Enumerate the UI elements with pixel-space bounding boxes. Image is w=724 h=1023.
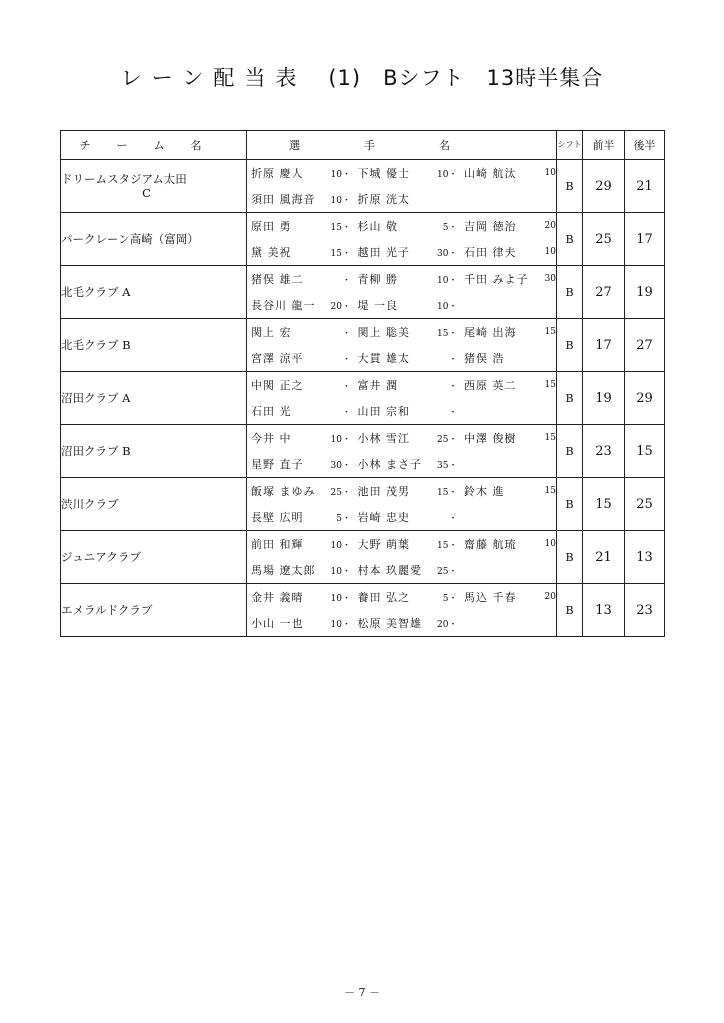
player-name: 大貫 雄太 <box>357 352 410 365</box>
second-half-lane: 25 <box>625 478 665 531</box>
player-entry <box>247 297 354 313</box>
shift-cell: B <box>557 584 583 637</box>
player-handicap: 35・ <box>437 460 458 471</box>
player-line <box>247 425 556 451</box>
shift-cell: B <box>557 531 583 584</box>
player-name: 長谷川 龍一 <box>251 299 316 312</box>
first-half-lane: 27 <box>583 266 625 319</box>
player-entry <box>460 483 556 499</box>
table-row <box>61 213 665 266</box>
player-entry <box>247 589 354 605</box>
player-handicap: 5・ <box>442 222 458 233</box>
player-name: 関上 宏 <box>251 326 292 339</box>
player-name: 尾崎 出海 <box>464 326 517 339</box>
lane-table <box>60 130 665 637</box>
players-cell <box>247 372 557 425</box>
team-name-cell <box>61 584 247 637</box>
player-entry <box>247 350 354 366</box>
first-half-lane: 17 <box>583 319 625 372</box>
player-entry <box>460 218 556 234</box>
player-name: 山田 宗和 <box>357 405 410 418</box>
player-name: 越田 光子 <box>357 246 410 259</box>
header-first-half: 前半 <box>583 131 625 160</box>
table-row <box>61 266 665 319</box>
player-handicap: 10・ <box>330 593 351 604</box>
player-name: 馬場 遼太郎 <box>251 564 316 577</box>
table-body <box>61 160 665 637</box>
player-entry <box>247 430 354 446</box>
player-entry <box>354 430 461 446</box>
player-handicap: 10・ <box>437 301 458 312</box>
player-handicap: 15・ <box>330 222 351 233</box>
player-entry <box>354 615 461 631</box>
player-handicap: 10 <box>544 168 556 178</box>
player-name: 中関 正之 <box>251 379 304 392</box>
player-entry <box>247 483 354 499</box>
player-entry <box>354 403 461 419</box>
shift-cell: B <box>557 213 583 266</box>
player-entry <box>247 377 354 393</box>
team-name: 沼田クラブ A <box>61 391 131 405</box>
title-lane: レーン配当表 <box>120 66 307 90</box>
player-handicap: 20・ <box>437 619 458 630</box>
player-entry <box>354 244 461 260</box>
team-name-cell <box>61 425 247 478</box>
team-name: ジュニアクラブ <box>61 550 141 564</box>
player-entry <box>247 324 354 340</box>
table-row <box>61 531 665 584</box>
player-line <box>247 160 556 186</box>
team-name-cell <box>61 531 247 584</box>
player-name: 松原 美智雄 <box>357 617 422 630</box>
player-handicap: 10・ <box>330 195 351 206</box>
second-half-lane: 19 <box>625 266 665 319</box>
player-name: 馬込 千春 <box>464 591 517 604</box>
player-line <box>247 531 556 557</box>
player-handicap: 30・ <box>330 460 351 471</box>
player-handicap: 5・ <box>336 513 351 524</box>
shift-cell: B <box>557 266 583 319</box>
table-row <box>61 319 665 372</box>
players-cell <box>247 584 557 637</box>
player-entry <box>354 218 461 234</box>
player-entry <box>354 191 461 207</box>
player-entry <box>354 562 461 578</box>
player-entry <box>460 430 556 446</box>
player-entry <box>460 589 556 605</box>
team-name-cell <box>61 266 247 319</box>
first-half-lane: 29 <box>583 160 625 213</box>
player-name: 杉山 敬 <box>357 220 398 233</box>
team-name: 北毛クラブ A <box>61 285 131 299</box>
player-handicap: ・ <box>448 513 458 524</box>
player-handicap: 10 <box>544 539 556 549</box>
player-entry <box>460 324 556 340</box>
player-handicap: ・ <box>341 275 351 286</box>
player-name: 鈴木 進 <box>464 485 505 498</box>
player-entry <box>247 562 354 578</box>
player-entry <box>354 589 461 605</box>
player-line <box>247 398 556 424</box>
table-row <box>61 160 665 213</box>
player-line <box>247 478 556 504</box>
header-row <box>61 131 665 160</box>
player-name: 猪俣 雄二 <box>251 273 304 286</box>
player-name: 村本 玖麗愛 <box>357 564 422 577</box>
player-line <box>247 372 556 398</box>
player-entry <box>354 536 461 552</box>
team-name: パークレーン高崎（富岡） <box>61 232 199 246</box>
first-half-lane: 15 <box>583 478 625 531</box>
second-half-lane: 23 <box>625 584 665 637</box>
player-name: 小林 まさ子 <box>357 458 422 471</box>
player-handicap: 15・ <box>437 540 458 551</box>
player-name: 星野 直子 <box>251 458 304 471</box>
shift-cell: B <box>557 372 583 425</box>
player-handicap: 10・ <box>437 275 458 286</box>
player-entry <box>247 218 354 234</box>
player-handicap: 20 <box>544 592 556 602</box>
player-handicap: 10・ <box>330 540 351 551</box>
title-time: 13時半集合 <box>486 66 604 90</box>
player-handicap: 5・ <box>442 593 458 604</box>
table-row <box>61 372 665 425</box>
second-half-lane: 29 <box>625 372 665 425</box>
team-name-suffix: C <box>142 186 151 200</box>
player-name: 堤 一良 <box>357 299 398 312</box>
player-name: 池田 茂男 <box>357 485 410 498</box>
shift-cell: B <box>557 425 583 478</box>
player-entry <box>354 297 461 313</box>
players-cell <box>247 478 557 531</box>
player-handicap: 10・ <box>330 169 351 180</box>
player-name: 西原 英二 <box>464 379 517 392</box>
player-entry <box>460 244 556 260</box>
title-num: (1) <box>328 66 362 90</box>
player-entry <box>247 456 354 472</box>
player-line <box>247 610 556 636</box>
player-handicap: 15 <box>544 380 556 390</box>
shift-cell: B <box>557 160 583 213</box>
player-handicap: 10・ <box>330 434 351 445</box>
player-name: 原田 勇 <box>251 220 292 233</box>
player-name: 千田 みよ子 <box>464 273 529 286</box>
table-row <box>61 584 665 637</box>
player-name: 今井 中 <box>251 432 292 445</box>
player-name: 小山 一也 <box>251 617 304 630</box>
team-name: 北毛クラブ B <box>61 338 131 352</box>
player-handicap: ・ <box>341 381 351 392</box>
header-players: 選手名 <box>247 131 557 160</box>
player-name: 青柳 勝 <box>357 273 398 286</box>
player-handicap: 10 <box>544 247 556 257</box>
player-line <box>247 345 556 371</box>
players-cell <box>247 319 557 372</box>
player-name: 長壁 広明 <box>251 511 304 524</box>
player-line <box>247 319 556 345</box>
first-half-lane: 25 <box>583 213 625 266</box>
player-entry <box>247 615 354 631</box>
player-name: 富井 潤 <box>357 379 398 392</box>
player-entry <box>247 271 354 287</box>
player-handicap: ・ <box>448 381 458 392</box>
player-entry <box>247 403 354 419</box>
player-line <box>247 584 556 610</box>
title-shift: Bシフト <box>383 66 465 90</box>
player-name: 吉岡 徳治 <box>464 220 517 233</box>
player-line <box>247 557 556 583</box>
player-handicap: 15・ <box>437 487 458 498</box>
player-entry <box>354 377 461 393</box>
first-half-lane: 19 <box>583 372 625 425</box>
player-handicap: ・ <box>448 354 458 365</box>
team-name-cell <box>61 160 247 213</box>
player-handicap: ・ <box>341 328 351 339</box>
players-cell <box>247 266 557 319</box>
second-half-lane: 13 <box>625 531 665 584</box>
player-handicap: 10・ <box>437 169 458 180</box>
player-line <box>247 266 556 292</box>
player-entry <box>247 509 354 525</box>
player-line <box>247 186 556 212</box>
player-name: 石田 光 <box>251 405 292 418</box>
player-name: 小林 雪江 <box>357 432 410 445</box>
player-handicap: 30 <box>544 274 556 284</box>
page-title <box>0 62 724 92</box>
player-handicap: 15・ <box>437 328 458 339</box>
player-handicap: 15 <box>544 433 556 443</box>
player-handicap: ・ <box>448 407 458 418</box>
player-entry <box>460 350 556 366</box>
player-name: 折原 慶人 <box>251 167 304 180</box>
player-line <box>247 292 556 318</box>
player-handicap: 30・ <box>437 248 458 259</box>
player-handicap: 15 <box>544 486 556 496</box>
player-entry <box>247 165 354 181</box>
player-entry <box>354 509 461 525</box>
player-name: 岩崎 忠史 <box>357 511 410 524</box>
team-name-cell <box>61 372 247 425</box>
player-handicap: 20・ <box>330 301 351 312</box>
player-name: 石田 律夫 <box>464 246 517 259</box>
player-entry <box>354 350 461 366</box>
player-entry <box>460 377 556 393</box>
player-entry <box>247 244 354 260</box>
player-handicap: 20 <box>544 221 556 231</box>
player-name: 大野 萌葉 <box>357 538 410 551</box>
player-entry <box>354 483 461 499</box>
player-line <box>247 239 556 265</box>
team-name: エメラルドクラブ <box>61 603 153 617</box>
shift-cell: B <box>557 319 583 372</box>
table-row <box>61 478 665 531</box>
player-handicap: 15 <box>544 327 556 337</box>
team-name: 渋川クラブ <box>61 497 119 511</box>
player-handicap: 15・ <box>330 248 351 259</box>
player-name: 齋藤 航琉 <box>464 538 517 551</box>
players-cell <box>247 531 557 584</box>
player-handicap: 25・ <box>437 566 458 577</box>
player-name: 養田 弘之 <box>357 591 410 604</box>
header-second-half: 後半 <box>625 131 665 160</box>
player-name: 金井 義晴 <box>251 591 304 604</box>
shift-cell: B <box>557 478 583 531</box>
second-half-lane: 15 <box>625 425 665 478</box>
player-name: 関上 聡美 <box>357 326 410 339</box>
player-entry <box>354 456 461 472</box>
player-name: 宮澤 涼平 <box>251 352 304 365</box>
player-line <box>247 451 556 477</box>
page-number: － 7 － <box>344 986 380 999</box>
second-half-lane: 17 <box>625 213 665 266</box>
player-line <box>247 504 556 530</box>
player-handicap: 25・ <box>437 434 458 445</box>
players-cell <box>247 425 557 478</box>
player-entry <box>354 271 461 287</box>
player-name: 飯塚 まゆみ <box>251 485 316 498</box>
first-half-lane: 13 <box>583 584 625 637</box>
player-name: 下城 優士 <box>357 167 410 180</box>
table-row <box>61 425 665 478</box>
player-handicap: ・ <box>341 354 351 365</box>
player-handicap: 10・ <box>330 619 351 630</box>
player-name: 猪俣 浩 <box>464 352 505 365</box>
header-team: チーム名 <box>61 131 247 160</box>
player-name: 須田 風海音 <box>251 193 316 206</box>
player-entry <box>247 191 354 207</box>
player-name: 中澤 俊樹 <box>464 432 517 445</box>
player-name: 黛 美祝 <box>251 246 292 259</box>
players-cell <box>247 160 557 213</box>
team-name: 沼田クラブ B <box>61 444 131 458</box>
player-entry <box>460 271 556 287</box>
player-handicap: 10・ <box>330 566 351 577</box>
team-name-cell <box>61 213 247 266</box>
team-name-cell <box>61 478 247 531</box>
players-cell <box>247 213 557 266</box>
team-name-cell <box>61 319 247 372</box>
player-entry <box>247 536 354 552</box>
second-half-lane: 27 <box>625 319 665 372</box>
team-name: ドリームスタジアム太田 <box>61 172 187 186</box>
player-handicap: 25・ <box>330 487 351 498</box>
second-half-lane: 21 <box>625 160 665 213</box>
header-shift: シフト <box>557 131 583 160</box>
player-handicap: ・ <box>341 407 351 418</box>
player-entry <box>460 165 556 181</box>
first-half-lane: 21 <box>583 531 625 584</box>
player-line <box>247 213 556 239</box>
player-entry <box>354 324 461 340</box>
player-name: 山崎 航汰 <box>464 167 517 180</box>
player-name: 前田 和輝 <box>251 538 304 551</box>
player-name: 折原 洸太 <box>357 193 410 206</box>
first-half-lane: 23 <box>583 425 625 478</box>
player-entry <box>354 165 461 181</box>
player-entry <box>460 536 556 552</box>
